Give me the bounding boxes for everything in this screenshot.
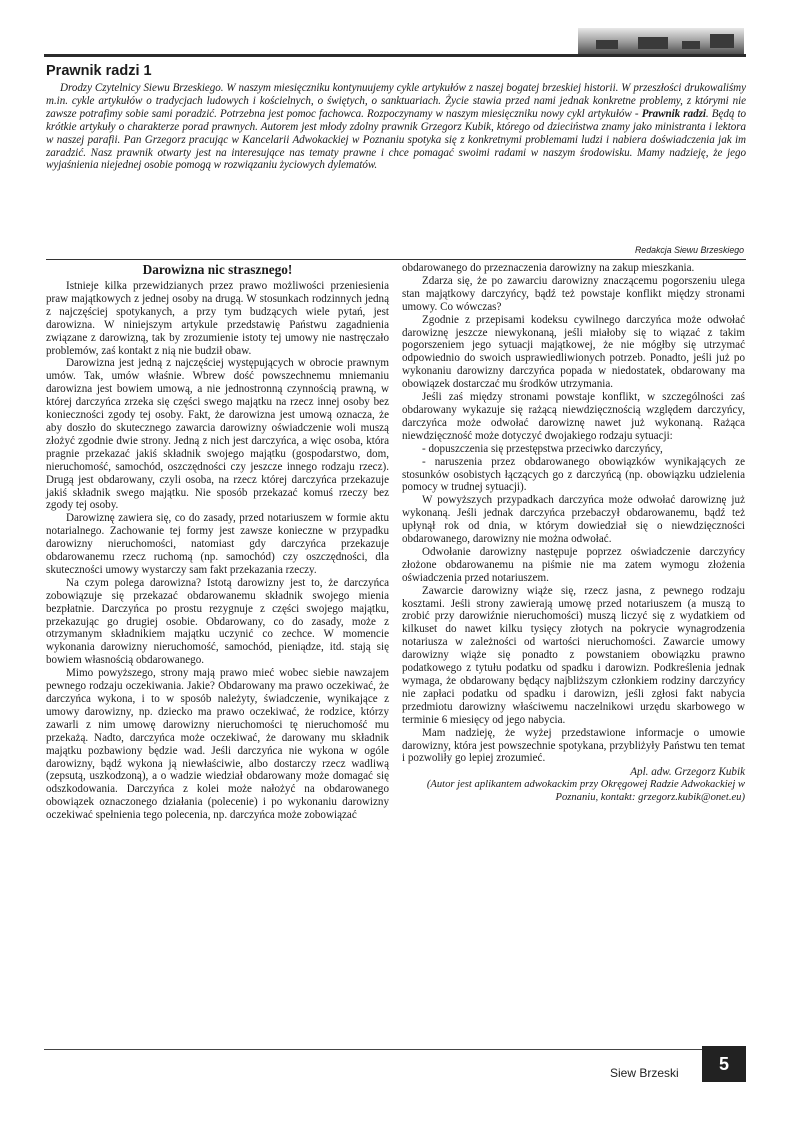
article-paragraph: Darowizna jest jedną z najczęściej występujących w obrocie prawnym umów. Tak, umów właśnie. Wbrew dość powszechnemu mniemaniu darowizna jest bowiem umową, a nie jednostronną czynnością prawną, w której darczyńca zrzeka się części swego majątku na rzecz innej osoby bez konieczności zgody tej osoby. Fakt, że darowizna jest umową oznacza, że aby doszło do skutecznego zawarcia darowizny oświadczenie woli muszą złożyć zgodnie dwie strony. Jedną z nich jest darczyńca, a więc osoba, która pragnie przekazać jakiś składnik swojego majątku (gospodarstwo, dom, nieruchomość, samochód, oszczędności czy jeszcze innego rodzaju rzecz). Drugą jest obdarowany, czyli osoba, na rzecz której darczyńca przekazuje jakiś składnik swego majątku. Nie sposób przekazać komuś rzeczy bez zgody tej osoby. bbox=[46, 357, 389, 512]
article-paragraph-continued: obdarowanego do przeznaczenia darowizny na zakup mieszkania. bbox=[402, 262, 695, 274]
footer-rule bbox=[44, 1049, 702, 1050]
article-paragraph: Odwołanie darowizny następuje poprzez oświadczenie darczyńcy złożone obdarowanemu na piśmie nie ma zatem wymogu złożenia oświadczenia przed notariuszem. bbox=[402, 545, 745, 584]
article-author: Apl. adw. Grzegorz Kubik bbox=[630, 766, 745, 779]
article-paragraph: Jeśli zaś między stronami powstaje konflikt, w szczególności zaś obdarowany wykazuje się rażącą niewdzięcznością względem darczyńcy, darczyńca może odwołać darowiznę nawet już wykonaną. Rażąca niewdzięczność może dotyczyć dwojakiego rodzaju sytuacji: bbox=[402, 391, 745, 442]
header-landscape-photo bbox=[578, 28, 744, 54]
page-number: 5 bbox=[702, 1046, 746, 1082]
article-paragraph: Zdarza się, że po zawarciu darowizny znaczącemu pogorszeniu ulega stan majątkowy darczyńcy, bądź też powstaje konflikt między stronami umowy. Co wówczas? bbox=[402, 274, 745, 313]
editorial-signature: Redakcja Siewu Brzeskiego bbox=[634, 245, 744, 255]
divider-rule bbox=[46, 259, 746, 260]
article-paragraph: Istnieje kilka przewidzianych przez prawo możliwości przeniesienia praw majątkowych z jednej osoby na drugą. W stosunkach rodzinnych jedną z najczęściej spotykanych, a przy tym budzących wiele pytań, jest darowizna. W niniejszym artykule przedstawię Państwu zagadnienia związane z darowizną, tak by zrozumienie istoty tej umowy nie nastręczało problemów, zaś kontakt z nią nie budził obaw. bbox=[46, 280, 389, 357]
article-paragraph: Na czym polega darowizna? Istotą darowizny jest to, że darczyńca zobowiązuje się przekazać obdarowanemu składnik swojego mienia bezpłatnie. Darczyńca po prostu rezygnuje z części swojego majątku, przekazując go drugiej osobie. Obdarowany, co do zasady, może z otrzymanym składnikiem majątku uczynić co zechce. W momencie wykonania darowizny nieruchomość, samochód, pieniądze, itd. stają się bowiem własnością obdarowanego. bbox=[46, 576, 389, 667]
section-title: Prawnik radzi 1 bbox=[46, 63, 152, 79]
intro-bold-title: Prawnik radzi bbox=[641, 107, 706, 120]
footer-magazine-name: Siew Brzeski bbox=[610, 1066, 679, 1080]
article-paragraph: Zawarcie darowizny wiąże się, rzecz jasna, z pewnego rodzaju kosztami. Jeśli strony zawierają umowę przed notariuszem (a muszą to zrobić przy darowiźnie nieruchomości) muszą liczyć się z wydatkiem od kilkuset do nawet kilku tysięcy złotych na pokrycie wynagrodzenia notariusza w zależności od wartości nieruchomości. Zawarcie umowy darowizny wiąże się ponadto z powstaniem obowiązku prawno podatkowego z tytułu podatku od spadku i darowizn. Podkreślenia jednak wymaga, że obdarowany będący najbliższym członkiem rodziny darczyńcy nie zapłaci podatku od spadku i darowizn, jeśli zgłosi fakt nabycia przedmiotu darowizny właściwemu naczelnikowi urzędu skarbowego w terminie 6 miesięcy od jego nabycia. bbox=[402, 584, 745, 726]
list-item: - dopuszczenia się przestępstwa przeciwko darczyńcy, bbox=[422, 442, 663, 455]
article-paragraph: Mimo powyższego, strony mają prawo mieć wobec siebie nawzajem pewnego rodzaju oczekiwania. Jakie? Obdarowany ma prawo oczekiwać, że darczyńca wykona, i to w sposób należyty, świadczenie, wynikające z umowy darowizny, np. dziecko ma prawo oczekiwać, że rodzice, którzy zawarli z nim umowę darowizny nieruchomości tę nieruchomość mu przekażą. Nadto, darczyńca może oczekiwać, że darowany mu składnik majątku pozbawiony będzie wad. Jeśli darczyńca nie wykona w ogóle darowizny, bądź wykona ją niewłaściwie, albo dostarczy rzecz wadliwą (zepsutą, uszkodzoną), a o wadzie wiedział obdarowany może domagać się odszkodowania. Darczyńca z kolei może nałożyć na obdarowanego obowiązek oznaczonego działania (polecenie) i po wykonaniu darowizny oczekiwać spełnienia tego polecenia, np. darczyńca może zobowiązać bbox=[46, 667, 389, 822]
author-note: (Autor jest aplikantem adwokackim przy Okręgowej Radzie Adwokackiej w Poznaniu, kontakt: grzegorz.kubik@onet.eu) bbox=[426, 779, 745, 803]
list-item: - naruszenia przez obdarowanego obowiązków wynikających ze stosunków osobistych łączących go z darczyńcą (np. obowiązku udzielenia pomocy w trudnej sytuacji). bbox=[402, 455, 745, 494]
article-paragraph: W powyższych przypadkach darczyńca może odwołać darowiznę już wykonaną. Jeśli jednak darczyńca przebaczył obdarowanemu, bądź też upłynął rok od dnia, w którym dowiedział się o niewdzięczności obdarowanego, darowizny nie można odwołać. bbox=[402, 494, 745, 546]
article-column-right bbox=[402, 262, 745, 804]
article-column-left bbox=[46, 262, 389, 822]
article-paragraph: Zgodnie z przepisami kodeksu cywilnego darczyńca może odwołać darowiznę jeszcze niewykonaną, jeśli miałoby się to wiązać z takim pogorszeniem jego sytuacji majątkowej, że nie mógłby się utrzymać odpowiednio do swoich usprawiedliwionych potrzeb. Ponadto, jeśli już po wykonaniu darowizny darczyńca popada w niedostatek, obdarowany ma obowiązek dostarczać mu środków utrzymania. bbox=[402, 313, 745, 391]
intro-text-part1: Drodzy Czytelnicy Siewu Brzeskiego. W naszym miesięczniku kontynuujemy cykle artykułów z naszej bogatej brzeskiej historii. W przeszłości drukowaliśmy m.in. cykle artykułów o tradycjach ludowych i kościelnych, o świętych, o sanktuariach. Życie stawia przed nami jednak konkretne problemy, z którymi nie zawsze potrafimy sobie sami poradzić. Potrzebna jest pomoc fachowca. Rozpoczynamy w naszym miesięczniku nowy cykl artykułów - bbox=[46, 82, 746, 120]
intro-paragraph bbox=[46, 82, 746, 172]
article-title: Darowizna nic strasznego! bbox=[142, 262, 293, 277]
header-rule bbox=[44, 54, 746, 57]
article-paragraph: Mam nadzieję, że wyżej przedstawione informacje o umowie darowizny, która jest powszechnie spotykana, przybliżyły Państwu ten temat i pozwoliły go lepiej zrozumieć. bbox=[402, 726, 745, 765]
intro-text-part2: . Będą to krótkie artykuły o charakterze porad prawnych. Autorem jest młody zdolny prawnik Grzegorz Kubik, którego od dzieciństwa znamy jako ministranta i lektora w naszej parafii. Pan Grzegorz pracując w Kancelarii Adwokackiej w Poznaniu spotyka się z konkretnymi problemami ludzi i nabiera doświadczenia jak im zaradzić. Nasz prawnik otwarty jest na interesujące nas tematy prawne i chce pomagać swoimi radami w naszym środowisku. Mamy nadzieję, że jego wyjaśnienia niejednej osobie pomogą w rozwiązaniu życiowych dylematów. bbox=[46, 107, 746, 172]
article-paragraph: Darowiznę zawiera się, co do zasady, przed notariuszem w formie aktu notarialnego. Zachowanie tej formy jest zawsze konieczne w przypadku darowizny nieruchomości, natomiast gdy darczyńca przekazuje obdarowanemu rzecz ruchomą (np. samochód) czy oszczędności, dla skuteczności umowy wystarczy sam fakt przekazania rzeczy. bbox=[46, 512, 389, 576]
